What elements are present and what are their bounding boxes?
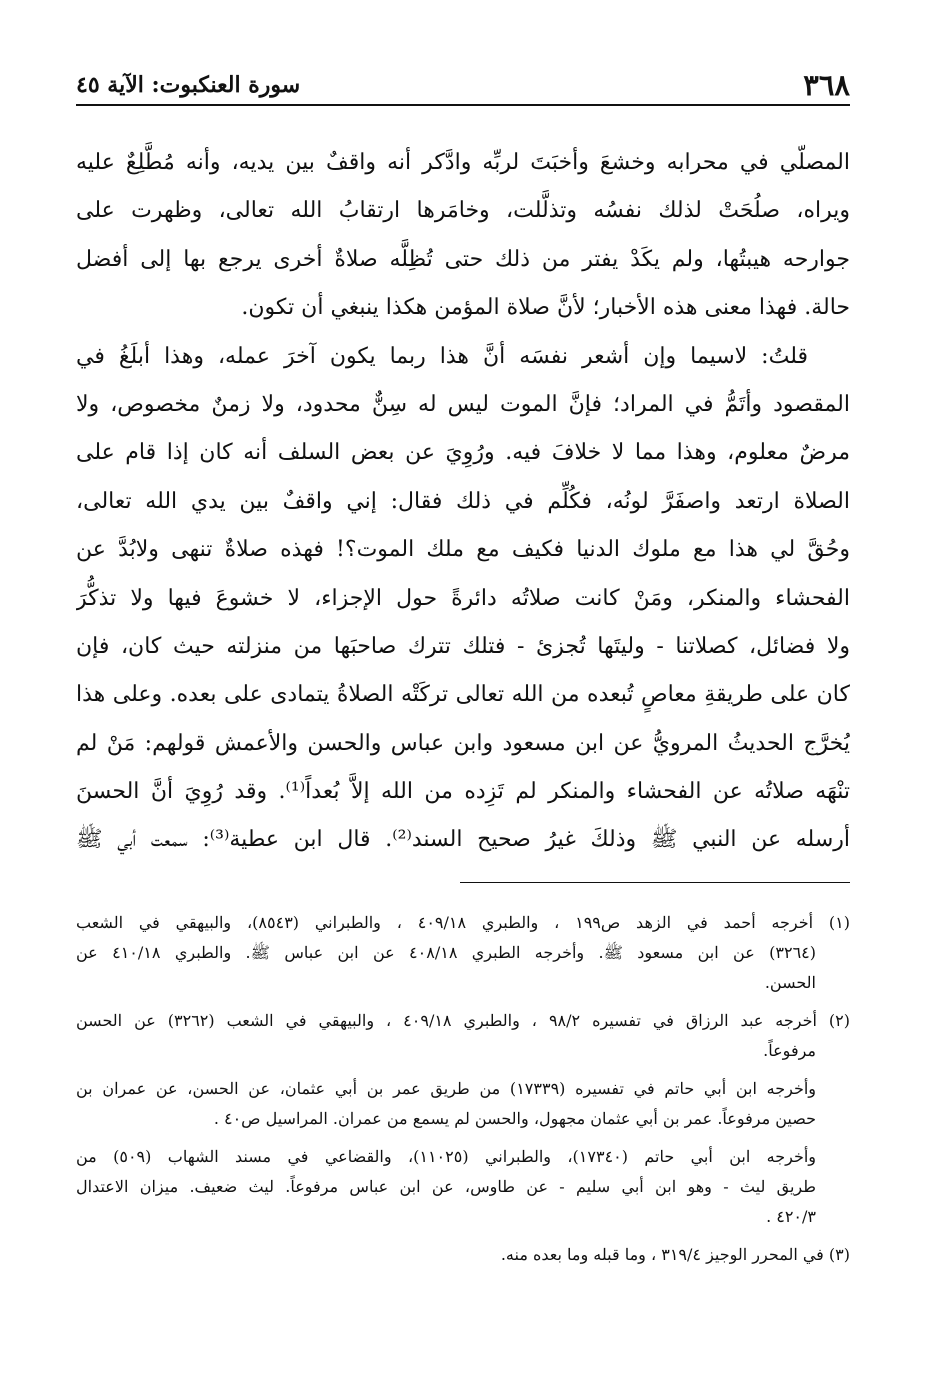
text-line: أرسله عن النبي ﷺ وذلكَ غيرُ صحيح السند⁽²⁾. قال ابن عطية⁽³⁾: سمعت أبي ﷺ [76,827,850,853]
page-header [76,66,850,106]
text-line: الفحشاء والمنكر، ومَنْ كانت صلاتُه دائرةً حول الإجزاء، لا خشوعَ فيها ولا تذكُّرَ [76,585,850,611]
footnote-line: (٢) أخرجه عبد الرزاق في تفسيره ٩٨/٢ ، والطبري ٤٠٩/١٨ ، والبيهقي في الشعب (٣٢٦٢) عن الحسن [76,1011,850,1030]
footnote-line: وأخرجه ابن أبي حاتم (١٧٣٤٠)، والطبراني (١١٠٢٥)، والقضاعي في مسند الشهاب (٥٠٩) من [76,1147,816,1166]
text-line: قلتُ: لاسيما وإن أشعر نفسَه أنَّ هذا ربما يكون آخرَ عمله، وهذا أبلَغُ في [76,343,808,369]
footnotes [76,908,850,1278]
text-line: تنْهَه صلاتُه عن الفحشاء والمنكر لم تَزِده من الله إلاَّ بُعداً⁽¹⁾. وقد رُوِيَ أنَّ الحسنَ [76,779,850,805]
chapter-title: سورة العنكبوت: الآية ٤٥ [76,72,301,98]
text-line: ولا فضائل، كصلاتنا - وليتَها تُجزئ - فتلك تترك صاحبَها من منزلته حيث كان، فإن [76,633,850,659]
footnote-2-continuation-b [76,1142,850,1232]
text-line: المصلّي في محرابه وخشعَ وأخبَتَ لربِّه وادَّكر أنه واقفٌ بين يديه، وأنه مُطَّلِعٌ عليه [76,150,850,175]
footnote-2-continuation-a [76,1074,850,1134]
footnote-line: وأخرجه ابن أبي حاتم في تفسيره (١٧٣٣٩) من طريق عمر بن أبي عثمان، عن الحسن، عن عمران بن [76,1079,817,1098]
footnote-line: حصين مرفوعاً. عمر بن أبي عثمان مجهول، والحسن لم يسمع من عمران. المراسيل ص٤٠ . [213,1109,816,1128]
text-line: ويراه، صلُحَتْ لذلك نفسُه وتذلَّلت، وخامَرها ارتقابُ الله تعالى، وظهرت على [76,198,850,224]
text-line: كان على طريقةِ معاصٍ تُبعده من الله تعالى تركَتْه الصلاةُ يتمادى على بعده. وعلى هذا [76,682,850,708]
text-line: وحُقَّ لي هذا مع ملوك الدنيا فكيف مع ملك الموت؟! فهذه صلاةٌ تنهى ولابُدَّ عن [76,537,850,563]
footnote-line: طريق ليث - وهو ابن أبي سليم - عن طاوس، عن ابن عباس مرفوعاً. ليث ضعيف. ميزان الاعتدال [76,1177,816,1196]
footnote-line: الحسن. [764,973,816,992]
footnote-line: مرفوعاً. [763,1041,816,1060]
text-line: حالة. فهذا معنى هذه الأخبار؛ لأنَّ صلاة المؤمن هكذا ينبغي أن تكون. [241,295,850,321]
footnote-3 [76,1240,850,1270]
text-line: يُخرَّج الحديثُ المرويُّ عن ابن مسعود وابن عباس والحسن والأعمش قولهم: مَنْ لم [76,730,850,756]
text-line: الصلاة ارتعد واصفَرَّ لونُه، فكُلِّم في ذلك فقال: إني واقفٌ بين يدي الله تعالى، [76,488,850,514]
page-number: ٣٦٨ [803,68,850,102]
text-line: جوارحه هيبتُها، ولم يكَدْ يفتر من ذلك حتى تُظِلَّه صلاةٌ أخرى يرجع بها إلى أفضل [76,246,850,272]
text-line: المقصود وأتَمُّ في المراد؛ فإنَّ الموت ليس له سِنٌّ محدود، ولا زمنٌ مخصوص، ولا [76,391,850,417]
text-line: مرضٌ معلوم، وهذا مما لا خلافَ فيه. ورُوِيَ عن بعض السلف أنه كان إذا قام على [76,440,850,466]
footnote-1 [76,908,850,998]
footnote-line: (١) أخرجه أحمد في الزهد ص١٩٩ ، والطبري ٤٠٩/١٨ ، والطبراني (٨٥٤٣)، والبيهقي في الشعب [76,913,850,932]
footnote-line: ٤٢٠/٣ . [766,1207,816,1226]
main-text [76,139,850,865]
footnote-2 [76,1006,850,1066]
footnote-line: (٣٢٦٤) عن ابن مسعود ﷺ. وأخرجه الطبري ٤٠٨/١٨ عن ابن عباس ﷺ. والطبري ٤١٠/١٨ عن [76,943,817,962]
footnote-line: (٣) في المحرر الوجيز ٣١٩/٤ ، وما قبله وما بعده منه. [500,1245,850,1264]
footnote-divider [460,882,850,883]
